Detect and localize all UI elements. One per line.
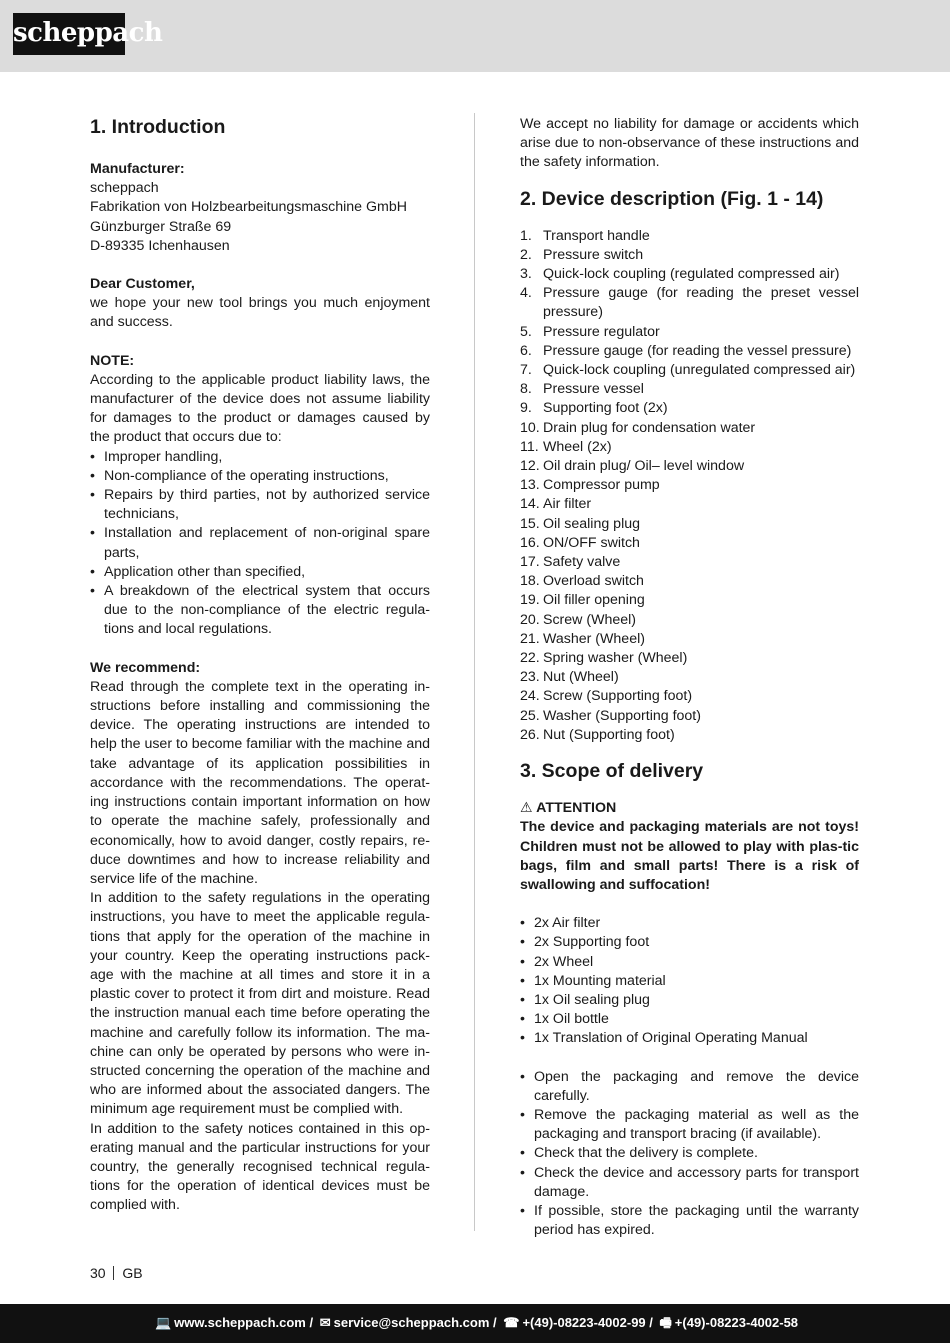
left-column	[90, 115, 430, 1216]
device-part-item	[520, 553, 859, 572]
device-part-label: Screw (Supporting foot)	[543, 688, 693, 705]
recommend-label: We recommend:	[90, 659, 201, 676]
list-item: • 2x Air filter	[520, 914, 859, 933]
device-part-item	[520, 342, 859, 361]
device-part-label: Overload switch	[543, 573, 644, 590]
device-part-label: Quick-lock coupling (regulated compressed air)	[543, 266, 840, 283]
device-part-number: 21.	[520, 630, 540, 647]
device-part-number: 19.	[520, 592, 540, 609]
device-part-item	[520, 630, 859, 649]
device-part-number: 13.	[520, 477, 540, 494]
device-part-number: 25.	[520, 707, 540, 724]
device-part-item	[520, 399, 859, 418]
device-part-label: Pressure gauge (for reading the vessel pressure)	[543, 342, 852, 359]
device-part-number: 10.	[520, 419, 540, 436]
column-divider	[474, 113, 475, 1231]
right-column	[520, 115, 859, 1240]
device-part-item	[520, 380, 859, 399]
unpacking-list	[520, 1068, 859, 1241]
device-part-label: Nut (Supporting foot)	[543, 726, 675, 743]
page-number: 30	[90, 1265, 106, 1281]
list-item: • If possible, store the packaging until the warranty period has expired.	[520, 1202, 859, 1240]
device-part-label: Pressure regulator	[543, 323, 660, 340]
page-language: GB	[122, 1265, 143, 1281]
device-part-label: Oil filler opening	[543, 592, 645, 609]
device-part-label: Wheel (2x)	[543, 438, 612, 455]
manufacturer-line: Günzburger Straße 69	[90, 218, 232, 235]
list-item: • Improper handling,	[90, 448, 430, 467]
warning-triangle-icon: ⚠	[520, 800, 533, 817]
device-part-item	[520, 687, 859, 706]
device-part-number: 8.	[520, 381, 532, 398]
device-part-label: Washer (Supporting foot)	[543, 707, 701, 724]
device-part-number: 23.	[520, 669, 540, 686]
device-part-label: Transport handle	[543, 227, 650, 244]
dear-customer-label: Dear Customer,	[90, 276, 195, 293]
device-part-item	[520, 457, 859, 476]
device-part-number: 17.	[520, 554, 540, 571]
device-part-item	[520, 227, 859, 246]
device-part-label: Safety valve	[543, 554, 621, 571]
device-part-label: Nut (Wheel)	[543, 669, 619, 686]
device-part-item	[520, 323, 859, 342]
device-part-number: 12.	[520, 458, 540, 475]
scope-of-delivery-heading: 3. Scope of delivery	[520, 760, 704, 783]
list-item: • Remove the packaging material as well as the packaging and transport bracing (if available).	[520, 1106, 859, 1144]
manufacturer-line: Fabrikation von Holzbearbeitungsmaschine GmbH	[90, 199, 408, 216]
list-item: • Check the device and accessory parts for transport damage.	[520, 1164, 859, 1202]
device-part-number: 16.	[520, 534, 540, 551]
fax-icon: 🖷	[659, 1315, 672, 1330]
list-item: • Repairs by third parties, not by authorized service technicians,	[90, 486, 430, 524]
page-number-row	[90, 1265, 143, 1281]
list-item: • 1x Oil bottle	[520, 1010, 859, 1029]
page-separator	[113, 1266, 114, 1280]
list-item: • A breakdown of the electrical system that occurs due to the non-compliance of the electric regula-tions and local regulations.	[90, 582, 430, 640]
device-part-label: Washer (Wheel)	[543, 630, 645, 647]
device-part-number: 11.	[520, 438, 539, 455]
device-part-label: ON/OFF switch	[543, 534, 640, 551]
device-part-number: 2.	[520, 246, 532, 263]
device-part-number: 18.	[520, 573, 540, 590]
footer-email[interactable]: service@scheppach.com /	[333, 1315, 497, 1330]
device-part-item	[520, 591, 859, 610]
intro-heading: 1. Introduction	[90, 116, 226, 138]
liability-text: We accept no liability for damage or accidents which arise due to non-observance of these instructions and the safety information.	[520, 116, 859, 171]
device-parts-list	[520, 227, 859, 745]
device-part-number: 6.	[520, 342, 532, 359]
device-part-number: 3.	[520, 266, 532, 283]
attention-text: The device and packaging materials are not toys! Children must not be allowed to play with plas-tic bags, film and small parts! There is a risk of swallowing and suffocation!	[520, 819, 859, 893]
device-part-number: 7.	[520, 362, 532, 379]
list-item: • Check that the delivery is complete.	[520, 1144, 859, 1163]
device-part-label: Pressure gauge (for reading the preset vessel pressure)	[543, 285, 859, 321]
footer-website[interactable]: www.scheppach.com /	[174, 1315, 314, 1330]
device-part-item	[520, 284, 859, 322]
list-item: • 1x Translation of Original Operating Manual	[520, 1029, 859, 1048]
list-item: • 1x Oil sealing plug	[520, 991, 859, 1010]
device-part-number: 22.	[520, 650, 540, 667]
device-part-number: 14.	[520, 496, 540, 513]
device-part-item	[520, 707, 859, 726]
recommend-paragraph: In addition to the safety regulations in the operating instructions, you have to meet the applicable regula-tions that apply for the operation of the machine in your country. Keep the operating instructions pack-age with the machine at all times and store it in a plastic cover to protect it from dirt and moisture. Read the instruction manual each time before operating the machine and carefully follow its information. The ma-chine can only be operated by persons who were in-structed concerning the operation of the machine and who are informed about the associated dangers. The minimum age requirement must be complied with.	[90, 890, 430, 1118]
device-part-number: 9.	[520, 400, 532, 417]
list-item: • Non-compliance of the operating instructions,	[90, 467, 430, 486]
device-part-label: Quick-lock coupling (unregulated compressed air)	[543, 362, 856, 379]
device-part-number: 15.	[520, 515, 540, 532]
device-part-number: 4.	[520, 285, 532, 302]
scheppach-logo: scheppach	[13, 13, 125, 55]
device-part-label: Pressure switch	[543, 246, 644, 263]
device-part-label: Air filter	[543, 496, 592, 513]
device-part-item	[520, 495, 859, 514]
device-part-number: 1.	[520, 227, 532, 244]
device-part-number: 26.	[520, 726, 540, 743]
list-item: • Application other than specified,	[90, 563, 430, 582]
device-part-item	[520, 265, 859, 284]
device-part-number: 20.	[520, 611, 540, 628]
attention-label-row	[520, 799, 859, 818]
device-part-item	[520, 361, 859, 380]
list-item: • Installation and replacement of non-original spare parts,	[90, 524, 430, 562]
note-list	[90, 448, 430, 640]
list-item: • 1x Mounting material	[520, 972, 859, 991]
device-part-label: Oil sealing plug	[543, 515, 641, 532]
manufacturer-line: scheppach	[90, 180, 159, 197]
computer-icon: 💻	[154, 1315, 172, 1330]
attention-label: ATTENTION	[536, 800, 617, 817]
device-part-number: 5.	[520, 323, 532, 340]
manufacturer-line: D-89335 Ichenhausen	[90, 237, 230, 254]
device-part-item	[520, 476, 859, 495]
device-part-label: Oil drain plug/ Oil– level window	[543, 458, 745, 475]
device-part-item	[520, 611, 859, 630]
device-part-item	[520, 649, 859, 668]
note-text: According to the applicable product liability laws, the manufacturer of the device does not assume liability for damages to the product or damages caused by the product that occurs due to:	[90, 371, 430, 446]
list-item: • 2x Supporting foot	[520, 933, 859, 952]
footer-fax: +(49)-08223-4002-58	[674, 1315, 799, 1330]
device-part-item	[520, 668, 859, 687]
recommend-paragraph: Read through the complete text in the operating in-structions before installing and commissioning the device. The operating instructions are intended to help the user to become familiar with the machine and take advantage of its application possibilities in accordance with the recommendations. The operat-ing instructions contain important information on how to operate the machine safely, professionally and economically, how to avoid danger, costly repairs, re-duce downtimes and how to increase reliability and service life of the machine.	[90, 678, 430, 887]
device-part-item	[520, 419, 859, 438]
phone-icon: ☎	[503, 1315, 520, 1330]
list-item: • 2x Wheel	[520, 953, 859, 972]
device-part-label: Spring washer (Wheel)	[543, 650, 688, 667]
device-description-heading: 2. Device description (Fig. 1 - 14)	[520, 187, 824, 210]
manufacturer-label: Manufacturer:	[90, 161, 185, 177]
contact-footer	[0, 1304, 950, 1343]
device-part-label: Compressor pump	[543, 477, 660, 494]
device-part-item	[520, 515, 859, 534]
dear-customer-text: we hope your new tool brings you much enjoyment and success.	[90, 295, 430, 331]
footer-phone: +(49)-08223-4002-99 /	[522, 1315, 653, 1330]
device-part-item	[520, 534, 859, 553]
scope-list	[520, 914, 859, 1048]
device-part-label: Drain plug for condensation water	[543, 419, 756, 436]
device-part-label: Pressure vessel	[543, 381, 644, 398]
device-part-item	[520, 726, 859, 745]
device-part-item	[520, 572, 859, 591]
device-part-label: Supporting foot (2x)	[543, 400, 668, 417]
device-part-item	[520, 246, 859, 265]
page-header	[0, 0, 950, 72]
recommend-paragraph: In addition to the safety notices contained in this op-erating manual and the particular instructions for your country, the generally recognised technical regula-tions for the operation of identical devices must be complied with.	[90, 1120, 430, 1214]
list-item: • Open the packaging and remove the device carefully.	[520, 1068, 859, 1106]
device-part-label: Screw (Wheel)	[543, 611, 637, 628]
email-icon: ✉	[319, 1315, 331, 1330]
note-label: NOTE:	[90, 352, 135, 369]
device-part-number: 24.	[520, 688, 540, 705]
device-part-item	[520, 438, 859, 457]
